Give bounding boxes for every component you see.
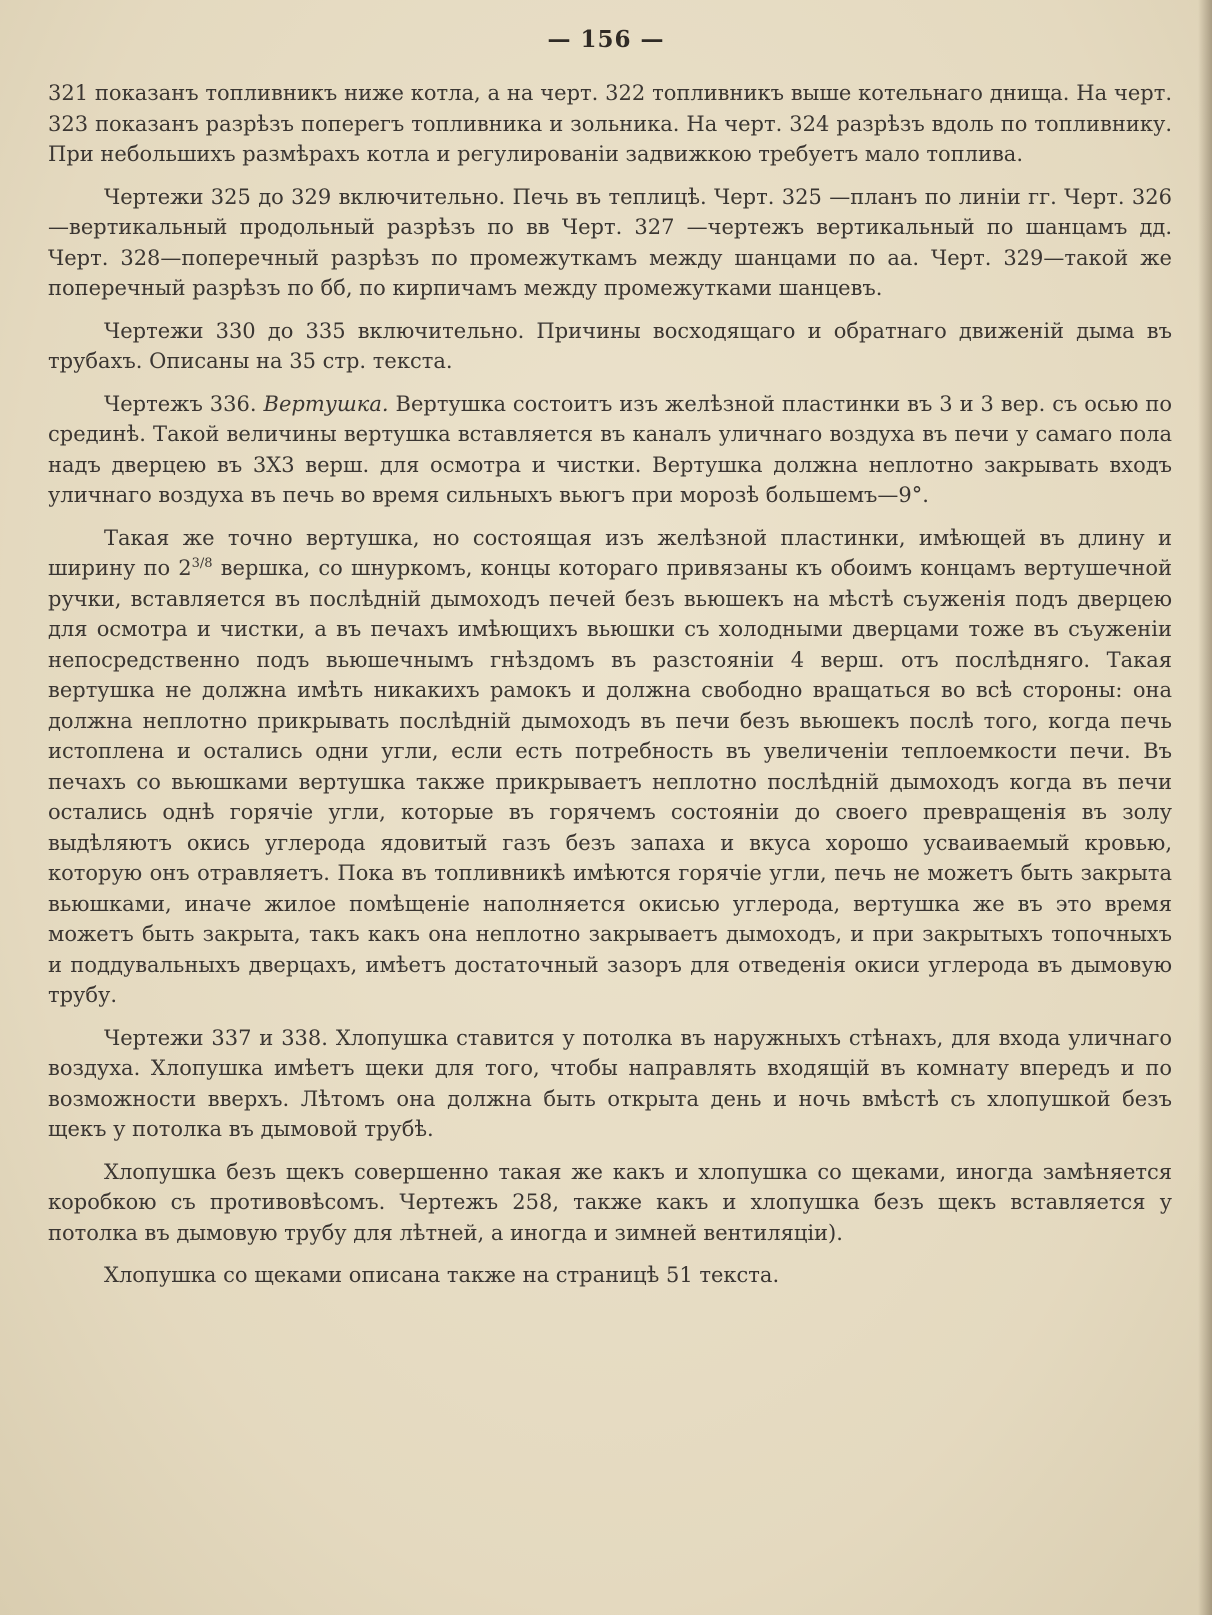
paragraph-khlopushka-reference: Хлопушка со щеками описана также на страницѣ 51 текста. <box>104 1263 780 1287</box>
vertushka-body: Вертушка состоитъ изъ желѣзной пластинки въ 3 и 3 вер. съ осью по срединѣ. Такой величины вертушка вставляется въ каналъ уличнаго воздуха въ печи у самаго пола надъ дверцею въ 3Х3 верш. для осмотра и чистки. Вертушка должна неплотно закрывать входъ уличнаго воздуха въ печь во время сильныхъ вьюгъ при морозѣ большемъ—9°. <box>48 391 1172 507</box>
paragraph-greenhouse-stove: Чертежи 325 до 329 включительно. Печь въ теплицѣ. Черт. 325 —планъ по линіи гг. Черт. 326—вертикальный продольный разрѣзъ по вв Черт. 327 —чертежъ вертикальный по шанцамъ дд. Черт. 328—поперечный разрѣзъ по промежуткамъ между шанцами по аа. Черт. 329—такой же поперечный разрѣзъ по бб, по кирпичамъ между промежутками шанцевъ. <box>48 184 1172 300</box>
vertushka-small-lead: Такая же точно вертушка, но состоящая изъ желѣзной пластинки, имѣющей въ длину и ширину по 2 <box>48 525 1172 580</box>
paragraph-vertushka-small <box>48 523 1172 1011</box>
vertushka-lead: Чертежъ 336. <box>104 391 257 416</box>
fraction-superscript: 3/8 <box>191 556 213 571</box>
vertushka-title: Вертушка. <box>263 391 389 416</box>
paragraph-boiler-firebox: 321 показанъ топливникъ ниже котла, а на черт. 322 топливникъ выше котельнаго днища. На черт. 323 показанъ разрѣзъ поперегъ топливника и зольника. На черт. 324 разрѣзъ вдоль по топливнику. При небольшихъ размѣрахъ котла и регулированіи задвижкою требуетъ мало топлива. <box>48 81 1172 166</box>
page-edge-shadow <box>1198 0 1212 1615</box>
paragraph-khlopushka-no-cheeks: Хлопушка безъ щекъ совершенно такая же какъ и хлопушка со щеками, иногда замѣняется коробкою съ противовѣсомъ. Чертежъ 258, также какъ и хлопушка безъ щекъ вставляется у потолка въ дымовую трубу для лѣтней, а иногда и зимней вентиляціи). <box>48 1159 1172 1245</box>
paragraph-vertushka <box>48 389 1172 511</box>
paragraph-smoke-movement: Чертежи 330 до 335 включительно. Причины восходящаго и обратнаго движеній дыма въ трубахъ. Описаны на 35 стр. текста. <box>48 318 1172 373</box>
vertushka-small-body: вершка, со шнуркомъ, концы котораго привязаны къ обоимъ концамъ вертушечной ручки, вставляется въ послѣдній дымоходъ печей безъ вьюшекъ на мѣстѣ съуженія подъ дверцею для осмотра и чистки, а въ печахъ имѣющихъ вьюшки съ холодными дверцами тоже въ съуженіи непосредственно подъ вьюшечнымъ гнѣздомъ въ разстояніи 4 верш. отъ послѣдняго. Такая вертушка не должна имѣть никакихъ рамокъ и должна свободно вращаться во всѣ стороны: она должна неплотно прикрывать послѣдній дымоходъ въ печи безъ вьюшекъ послѣ того, когда печь истоплена и остались одни угли, если есть потребность въ увеличеніи теплоемкости печи. Въ печахъ со вьюшками вертушка также прикрываетъ неплотно послѣдній дымоходъ когда въ печи остались однѣ горячіе угли, которые въ горячемъ состояніи до своего превращенія въ золу выдѣляютъ окись углерода ядовитый газъ безъ запаха и вкуса хорошо усваиваемый кровью, которую онъ отравляетъ. Пока въ топливникѣ имѣются горячіе угли, печь не можетъ быть закрыта вьюшками, иначе жилое помѣщеніе наполняется окисью углерода, вертушка же въ это время можетъ быть закрыта, такъ какъ она неплотно закрываетъ дымоходъ, и при закрытыхъ топочныхъ и поддувальныхъ дверцахъ, имѣетъ достаточный зазоръ для отведенія окиси углерода въ дымовую трубу. <box>48 556 1172 1007</box>
paragraph-khlopushka: Чертежи 337 и 338. Хлопушка ставится у потолка въ наружныхъ стѣнахъ, для входа уличнаго воздуха. Хлопушка имѣетъ щеки для того, чтобы направлять входящій въ комнату впередъ и по возможности вверхъ. Лѣтомъ она должна быть открыта день и ночь вмѣстѣ съ хлопушкой безъ щекъ у потолка въ дымовой трубѣ. <box>48 1025 1172 1141</box>
page-body <box>48 78 1172 1291</box>
page-number: — 156 — <box>547 26 665 53</box>
